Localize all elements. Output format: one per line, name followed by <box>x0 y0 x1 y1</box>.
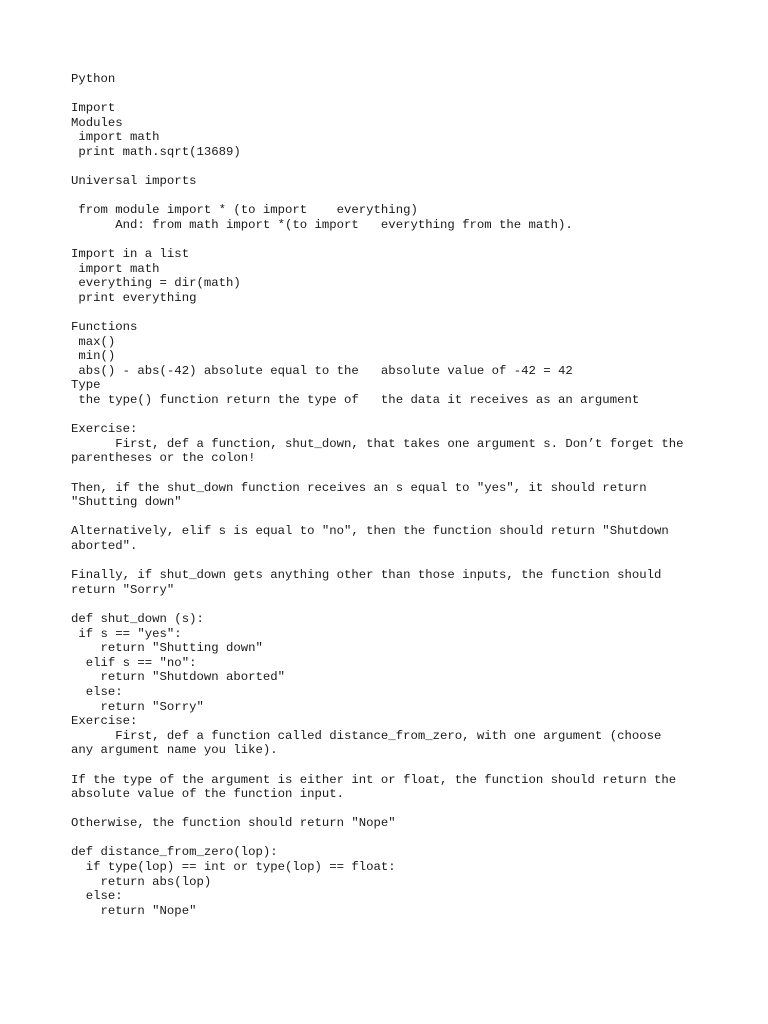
text-line: Then, if the shut_down function receives an s equal to "yes", it should return <box>71 480 647 495</box>
text-line <box>71 597 731 612</box>
text-line: import math <box>71 261 160 276</box>
text-line <box>71 233 731 248</box>
text-line: return "Shutting down" <box>71 641 263 656</box>
text-line: return "Sorry" <box>71 699 204 714</box>
document-body <box>71 72 731 918</box>
text-line <box>71 408 731 423</box>
text-line: if type(lop) == int or type(lop) == float: <box>71 860 396 875</box>
text-line: Otherwise, the function should return "Nope" <box>71 816 396 831</box>
text-line: aborted". <box>71 539 138 553</box>
text-line <box>71 802 731 817</box>
text-line <box>71 160 731 175</box>
text-line: the type() function return the type of the data it receives as an argument <box>71 393 640 408</box>
text-line: else: <box>71 889 123 904</box>
text-line: Import in a list <box>71 247 190 262</box>
text-line: Universal imports <box>71 174 197 189</box>
text-line: Python <box>71 72 116 86</box>
text-line: everything = dir(math) <box>71 276 241 291</box>
text-line: print math.sqrt(13689) <box>71 144 241 159</box>
text-line: Alternatively, elif s is equal to "no", then the function should return "Shutdown <box>71 524 669 539</box>
text-line <box>71 758 731 773</box>
text-line: if s == "yes": <box>71 626 182 641</box>
text-line: Finally, if shut_down gets anything other than those inputs, the function should <box>71 568 662 583</box>
text-line: First, def a function called distance_from_zero, with one argument (choose <box>71 728 662 743</box>
text-line: parentheses or the colon! <box>71 451 256 466</box>
text-line <box>71 189 731 204</box>
text-line: Type <box>71 378 101 393</box>
text-line <box>71 554 731 569</box>
text-line: elif s == "no": <box>71 655 197 670</box>
text-line: Exercise: <box>71 714 138 729</box>
text-line <box>71 306 731 321</box>
text-line: Exercise: <box>71 422 138 437</box>
text-line: max() <box>71 334 116 349</box>
text-line: First, def a function, shut_down, that takes one argument s. Don’t forget the <box>71 436 684 451</box>
text-line: min() <box>71 349 116 364</box>
text-line: "Shutting down" <box>71 495 182 510</box>
text-line: def shut_down (s): <box>71 611 204 626</box>
text-line: abs() - abs(-42) absolute equal to the absolute value of -42 = 42 <box>71 363 573 378</box>
text-line: from module import * (to import everything) <box>71 203 418 218</box>
text-line: def distance_from_zero(lop): <box>71 845 278 860</box>
text-line: absolute value of the function input. <box>71 787 345 802</box>
text-line: import math <box>71 130 160 145</box>
text-line: print everything <box>71 290 197 305</box>
text-line: return "Sorry" <box>71 582 175 597</box>
text-line <box>71 466 731 481</box>
text-line: Import <box>71 101 116 116</box>
text-line: any argument name you like). <box>71 743 278 758</box>
text-line: Modules <box>71 115 123 130</box>
text-line <box>71 831 731 846</box>
text-line: else: <box>71 684 123 699</box>
text-line: And: from math import *(to import everything from the math). <box>71 217 573 232</box>
text-line <box>71 87 731 102</box>
text-line: return abs(lop) <box>71 874 212 889</box>
text-line: Functions <box>71 320 138 335</box>
text-line <box>71 510 731 525</box>
text-line: return "Nope" <box>71 903 197 918</box>
text-line: If the type of the argument is either int or float, the function should return the <box>71 772 677 787</box>
text-line: return "Shutdown aborted" <box>71 670 286 685</box>
